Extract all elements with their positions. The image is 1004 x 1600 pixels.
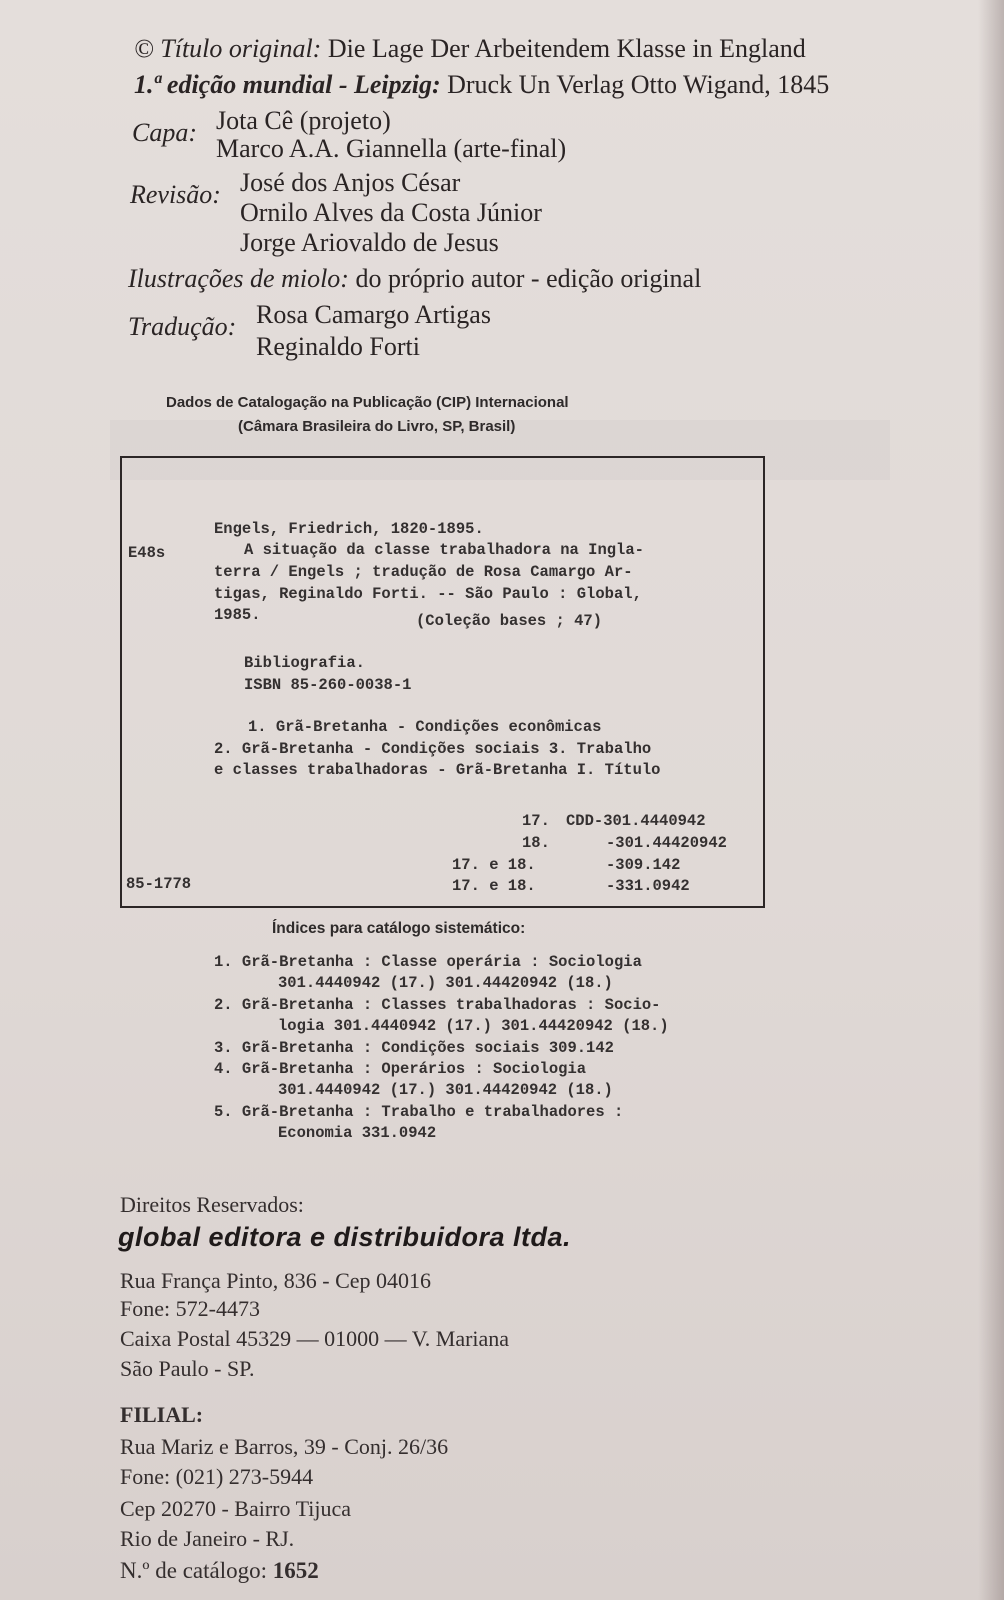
revision-label: Revisão: bbox=[130, 180, 221, 209]
index-line-9: Economia 331.0942 bbox=[278, 1124, 437, 1142]
rights-reserved: Direitos Reservados: bbox=[120, 1192, 304, 1217]
cip-title-line-1: A situação da classe trabalhadora na Ingla- bbox=[244, 541, 644, 559]
cip-series: (Coleção bases ; 47) bbox=[416, 612, 603, 630]
catalog-number: 1652 bbox=[272, 1558, 319, 1583]
cip-cdd-code-3: -309.142 bbox=[606, 856, 681, 874]
illustrations-value: do próprio autor - edição original bbox=[355, 264, 702, 293]
original-title-value: Die Lage Der Arbeitendem Klasse in England bbox=[327, 34, 806, 63]
cip-isbn: ISBN 85-260-0038-1 bbox=[244, 676, 412, 694]
translation-line-2: Reginaldo Forti bbox=[256, 332, 420, 361]
index-line-2: 301.4440942 (17.) 301.44420942 (18.) bbox=[278, 974, 613, 992]
cover-line-1: Jota Cê (projeto) bbox=[216, 106, 391, 135]
first-edition-label: 1.ª edição mundial - Leipzig: bbox=[134, 70, 441, 99]
original-title-line bbox=[134, 34, 806, 64]
cip-subject-line-3: e classes trabalhadoras - Grã-Bretanha I. Título bbox=[214, 761, 661, 779]
address-line-4: São Paulo - SP. bbox=[120, 1356, 255, 1381]
cip-heading-2: (Câmara Brasileira do Livro, SP, Brasil) bbox=[238, 418, 516, 435]
publisher-name: global editora e distribuidora ltda. bbox=[118, 1222, 572, 1252]
illustrations-label: Ilustrações de miolo: bbox=[128, 264, 349, 293]
index-line-6: 4. Grã-Bretanha : Operários : Sociologia bbox=[214, 1060, 587, 1078]
cip-heading-1: Dados de Catalogação na Publicação (CIP) Internacional bbox=[166, 394, 569, 411]
branch-line-3: Cep 20270 - Bairro Tijuca bbox=[120, 1496, 351, 1521]
cip-subject-line-1: 1. Grã-Bretanha - Condições econômicas bbox=[248, 718, 602, 736]
index-line-8: 5. Grã-Bretanha : Trabalho e trabalhadores : bbox=[214, 1103, 624, 1121]
revision-line-1: José dos Anjos César bbox=[240, 168, 461, 197]
address-line-2: Fone: 572-4473 bbox=[120, 1296, 260, 1321]
cip-cdd-ed-4: 17. e 18. bbox=[452, 877, 536, 895]
cip-control-number: 85-1778 bbox=[126, 875, 192, 893]
page-edge-shadow bbox=[978, 0, 1004, 1600]
index-line-7: 301.4440942 (17.) 301.44420942 (18.) bbox=[278, 1081, 613, 1099]
translation-line-1: Rosa Camargo Artigas bbox=[256, 300, 491, 329]
revision-line-2: Ornilo Alves da Costa Júnior bbox=[240, 198, 542, 227]
index-line-4: logia 301.4440942 (17.) 301.44420942 (18.) bbox=[278, 1017, 669, 1035]
address-line-1: Rua França Pinto, 836 - Cep 04016 bbox=[120, 1268, 432, 1293]
catalog-label: N.º de catálogo: bbox=[120, 1558, 267, 1583]
address-line-3: Caixa Postal 45329 — 01000 — V. Mariana bbox=[120, 1326, 510, 1351]
index-line-1: 1. Grã-Bretanha : Classe operária : Sociologia bbox=[214, 953, 642, 971]
cip-bibliography: Bibliografia. bbox=[244, 654, 365, 672]
revision-line-3: Jorge Ariovaldo de Jesus bbox=[240, 228, 499, 257]
cover-line-2: Marco A.A. Giannella (arte-final) bbox=[216, 134, 567, 163]
cip-cdd-code-4: -331.0942 bbox=[606, 877, 690, 895]
cip-cdd-code-1: CDD-301.4440942 bbox=[566, 812, 706, 830]
branch-line-1: Rua Mariz e Barros, 39 - Conj. 26/36 bbox=[120, 1434, 449, 1459]
branch-line-4: Rio de Janeiro - RJ. bbox=[120, 1526, 295, 1551]
translation-label: Tradução: bbox=[128, 312, 237, 341]
catalog-number-line bbox=[120, 1558, 319, 1584]
illustrations-line bbox=[128, 264, 701, 294]
branch-label: FILIAL: bbox=[120, 1402, 204, 1427]
cip-call-number: E48s bbox=[128, 544, 166, 562]
original-title-label: © Título original: bbox=[134, 34, 322, 63]
cip-title-line-4: 1985. bbox=[214, 606, 261, 624]
index-line-3: 2. Grã-Bretanha : Classes trabalhadoras : Socio- bbox=[214, 996, 661, 1014]
index-line-5: 3. Grã-Bretanha : Condições sociais 309.142 bbox=[214, 1039, 614, 1057]
branch-line-2: Fone: (021) 273-5944 bbox=[120, 1464, 314, 1489]
cover-label: Capa: bbox=[132, 118, 197, 147]
cip-subject-line-2: 2. Grã-Bretanha - Condições sociais 3. Trabalho bbox=[214, 740, 652, 758]
cip-cdd-ed-3: 17. e 18. bbox=[452, 856, 536, 874]
cip-author: Engels, Friedrich, 1820-1895. bbox=[214, 520, 484, 538]
cip-cdd-ed-2: 18. bbox=[522, 834, 550, 852]
cip-cdd-code-2: -301.44420942 bbox=[606, 834, 727, 852]
first-edition-value: Druck Un Verlag Otto Wigand, 1845 bbox=[447, 70, 830, 99]
cip-cdd-ed-1: 17. bbox=[522, 812, 550, 830]
cip-title-line-3: tigas, Reginaldo Forti. -- São Paulo : Global, bbox=[214, 585, 642, 603]
first-edition-line bbox=[134, 70, 829, 100]
cip-title-line-2: terra / Engels ; tradução de Rosa Camargo Ar- bbox=[214, 563, 633, 581]
index-heading: Índices para catálogo sistemático: bbox=[272, 920, 526, 937]
